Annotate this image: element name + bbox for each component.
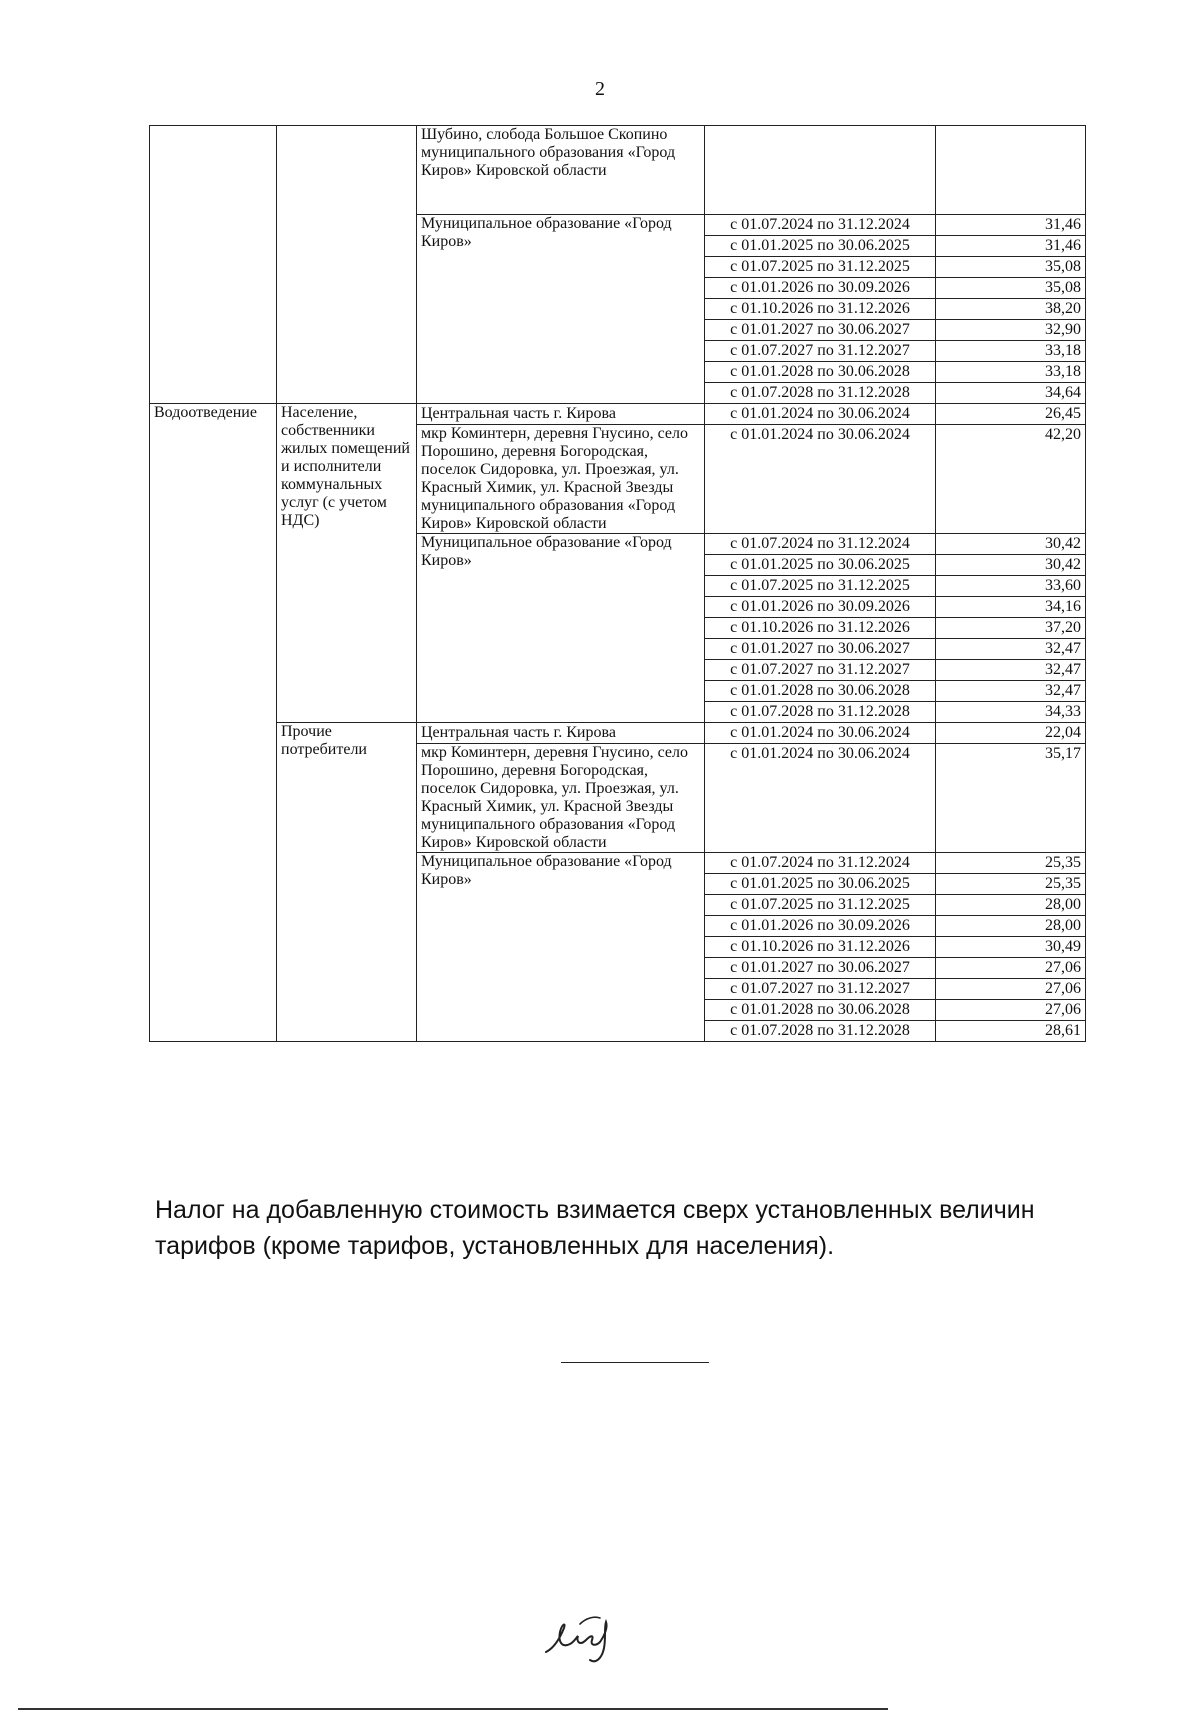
tariff-table-body <box>150 126 1086 1042</box>
period-cell: с 01.10.2026 по 31.12.2026 <box>705 937 936 958</box>
value-cell: 25,35 <box>936 853 1086 874</box>
value-cell: 25,35 <box>936 874 1086 895</box>
value-cell: 28,00 <box>936 895 1086 916</box>
period-cell: с 01.07.2025 по 31.12.2025 <box>705 257 936 278</box>
period-cell: с 01.07.2027 по 31.12.2027 <box>705 979 936 1000</box>
territory-cell: Муниципальное образование «Город Киров» <box>417 534 705 723</box>
value-cell: 34,33 <box>936 702 1086 723</box>
period-cell: с 01.01.2024 по 30.06.2024 <box>705 723 936 744</box>
value-cell: 22,04 <box>936 723 1086 744</box>
value-cell: 33,60 <box>936 576 1086 597</box>
period-cell: с 01.01.2024 по 30.06.2024 <box>705 404 936 425</box>
period-cell: с 01.01.2025 по 30.06.2025 <box>705 555 936 576</box>
period-cell: с 01.01.2028 по 30.06.2028 <box>705 362 936 383</box>
value-cell: 32,47 <box>936 660 1086 681</box>
value-cell: 42,20 <box>936 425 1086 534</box>
territory-cell: Муниципальное образование «Город Киров» <box>417 215 705 404</box>
consumer-cell-continued <box>277 126 417 404</box>
period-cell: с 01.01.2025 по 30.06.2025 <box>705 874 936 895</box>
period-cell: с 01.01.2027 по 30.06.2027 <box>705 958 936 979</box>
value-cell: 35,08 <box>936 257 1086 278</box>
period-cell: с 01.07.2027 по 31.12.2027 <box>705 660 936 681</box>
period-cell: с 01.07.2028 по 31.12.2028 <box>705 383 936 404</box>
period-cell <box>705 126 936 215</box>
period-cell: с 01.07.2024 по 31.12.2024 <box>705 853 936 874</box>
signature-image <box>540 1608 630 1668</box>
value-cell: 28,61 <box>936 1021 1086 1042</box>
bottom-rule <box>18 1708 888 1710</box>
period-cell: с 01.01.2027 по 30.06.2027 <box>705 320 936 341</box>
end-rule <box>561 1362 709 1363</box>
service-cell-continued <box>150 126 277 404</box>
value-cell: 32,47 <box>936 681 1086 702</box>
value-cell <box>936 126 1086 215</box>
vat-note: Налог на добавленную стоимость взимается сверх установленных величин тарифов (кроме тарифов, установленных для населения). <box>155 1196 1035 1260</box>
value-cell: 34,16 <box>936 597 1086 618</box>
value-cell: 38,20 <box>936 299 1086 320</box>
period-cell: с 01.01.2026 по 30.09.2026 <box>705 916 936 937</box>
table-row <box>150 723 1086 744</box>
value-cell: 26,45 <box>936 404 1086 425</box>
page-number: 2 <box>595 78 605 100</box>
period-cell: с 01.10.2026 по 31.12.2026 <box>705 299 936 320</box>
table-row <box>150 404 1086 425</box>
territory-cell: Центральная часть г. Кирова <box>417 404 705 425</box>
consumer-cell: Население, собственники жилых помещений и исполнители коммунальных услуг (с учетом НДС) <box>277 404 417 723</box>
period-cell: с 01.07.2024 по 31.12.2024 <box>705 215 936 236</box>
value-cell: 32,90 <box>936 320 1086 341</box>
value-cell: 35,17 <box>936 744 1086 853</box>
value-cell: 27,06 <box>936 1000 1086 1021</box>
value-cell: 32,47 <box>936 639 1086 660</box>
period-cell: с 01.01.2026 по 30.09.2026 <box>705 278 936 299</box>
territory-cell: Шубино, слобода Большое Скопино муниципального образования «Город Киров» Кировской области <box>417 126 705 215</box>
period-cell: с 01.01.2028 по 30.06.2028 <box>705 681 936 702</box>
period-cell: с 01.01.2027 по 30.06.2027 <box>705 639 936 660</box>
value-cell: 30,42 <box>936 534 1086 555</box>
consumer-cell: Прочие потребители <box>277 723 417 1042</box>
territory-cell: мкр Коминтерн, деревня Гнусино, село Порошино, деревня Богородская, поселок Сидоровка, ул. Проезжая, ул. Красный Химик, ул. Красной Звезды муниципального образования «Город Киров» Кировской области <box>417 425 705 534</box>
period-cell: с 01.07.2024 по 31.12.2024 <box>705 534 936 555</box>
value-cell: 33,18 <box>936 341 1086 362</box>
value-cell: 31,46 <box>936 215 1086 236</box>
territory-cell: Центральная часть г. Кирова <box>417 723 705 744</box>
period-cell: с 01.07.2027 по 31.12.2027 <box>705 341 936 362</box>
period-cell: с 01.07.2028 по 31.12.2028 <box>705 702 936 723</box>
territory-cell: мкр Коминтерн, деревня Гнусино, село Порошино, деревня Богородская, поселок Сидоровка, ул. Проезжая, ул. Красный Химик, ул. Красной Звезды муниципального образования «Город Киров» Кировской области <box>417 744 705 853</box>
period-cell: с 01.07.2025 по 31.12.2025 <box>705 576 936 597</box>
tariff-table <box>149 125 1086 1042</box>
period-cell: с 01.07.2025 по 31.12.2025 <box>705 895 936 916</box>
value-cell: 34,64 <box>936 383 1086 404</box>
value-cell: 30,42 <box>936 555 1086 576</box>
value-cell: 35,08 <box>936 278 1086 299</box>
value-cell: 37,20 <box>936 618 1086 639</box>
period-cell: с 01.01.2024 по 30.06.2024 <box>705 425 936 534</box>
value-cell: 33,18 <box>936 362 1086 383</box>
period-cell: с 01.01.2025 по 30.06.2025 <box>705 236 936 257</box>
value-cell: 27,06 <box>936 958 1086 979</box>
period-cell: с 01.01.2024 по 30.06.2024 <box>705 744 936 853</box>
territory-cell: Муниципальное образование «Город Киров» <box>417 853 705 1042</box>
service-cell: Водоотведение <box>150 404 277 1042</box>
period-cell: с 01.01.2028 по 30.06.2028 <box>705 1000 936 1021</box>
period-cell: с 01.01.2026 по 30.09.2026 <box>705 597 936 618</box>
value-cell: 27,06 <box>936 979 1086 1000</box>
period-cell: с 01.07.2028 по 31.12.2028 <box>705 1021 936 1042</box>
value-cell: 28,00 <box>936 916 1086 937</box>
table-row <box>150 126 1086 215</box>
value-cell: 31,46 <box>936 236 1086 257</box>
value-cell: 30,49 <box>936 937 1086 958</box>
period-cell: с 01.10.2026 по 31.12.2026 <box>705 618 936 639</box>
